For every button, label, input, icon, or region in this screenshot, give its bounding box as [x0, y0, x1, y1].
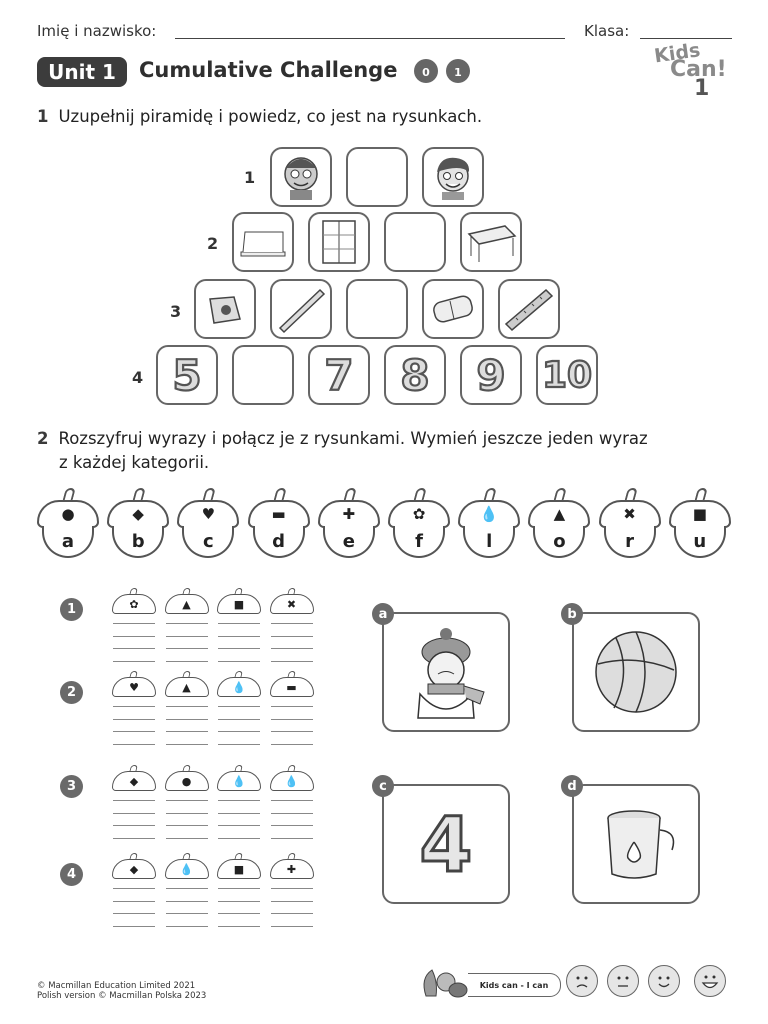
word-acorn: [165, 765, 209, 793]
writing-line[interactable]: [218, 838, 260, 839]
acorn-cap: [599, 500, 661, 528]
code-letter: l: [486, 530, 493, 552]
face-rating-1-icon[interactable]: [566, 965, 598, 997]
writing-line[interactable]: [166, 661, 208, 662]
acorn-coins-icon: [411, 56, 481, 86]
writing-line[interactable]: [113, 636, 155, 637]
picture-a[interactable]: [382, 612, 510, 732]
writing-line[interactable]: [218, 888, 260, 889]
logo-line1: Kids: [652, 39, 702, 68]
task-1-text: Uzupełnij piramidę i powiedz, co jest na rysunkach.: [58, 107, 483, 126]
picture-b[interactable]: [572, 612, 700, 732]
acorn-nut: [393, 526, 445, 558]
writing-line[interactable]: [271, 661, 313, 662]
acorn-cap: [165, 677, 209, 697]
code-symbol: ●: [61, 504, 75, 523]
picture-tag-c: c: [372, 775, 394, 797]
word-acorn: [217, 853, 261, 881]
pyramid-cell-4-5: [460, 345, 522, 405]
acorn-cap: [217, 594, 261, 614]
writing-line[interactable]: [271, 719, 313, 720]
writing-line[interactable]: [271, 901, 313, 902]
pyramid-cell-1-1: [270, 147, 332, 207]
boy-face-icon: [276, 152, 326, 202]
row-label-1: 1: [244, 168, 256, 187]
writing-line[interactable]: [218, 661, 260, 662]
writing-line[interactable]: [271, 838, 313, 839]
word-symbol: ◆: [129, 862, 139, 876]
word-number: 4: [60, 863, 83, 886]
picture-tag-d: d: [561, 775, 583, 797]
word-acorn: [217, 765, 261, 793]
word-symbol: 💧: [232, 774, 246, 788]
row-label-3: 3: [170, 302, 182, 321]
pyramid-cell-1-2-blank[interactable]: [346, 147, 408, 207]
acorn-cap: [107, 500, 169, 528]
word-symbol: 💧: [284, 774, 299, 788]
writing-line[interactable]: [113, 838, 155, 839]
code-letter: e: [342, 530, 355, 552]
face-rating-3-icon[interactable]: [648, 965, 680, 997]
kids-can-banner: Kids can - I can: [468, 973, 561, 997]
acorn-nut: [253, 526, 305, 558]
writing-line[interactable]: [218, 623, 260, 624]
writing-line[interactable]: [271, 623, 313, 624]
acorn-cap: [388, 500, 450, 528]
code-symbol: ◆: [132, 504, 144, 523]
word-acorn: [165, 588, 209, 616]
ball-icon: [574, 614, 698, 730]
word-acorn: [112, 853, 156, 881]
copyright-line-2: Polish version © Macmillan Polska 2023: [37, 991, 207, 1002]
writing-line[interactable]: [218, 800, 260, 801]
code-letter: f: [415, 530, 423, 552]
acorn-cap: [217, 859, 261, 879]
acorn-cap: [165, 771, 209, 791]
number-5: 5: [172, 350, 202, 400]
acorn-nut: [112, 526, 164, 558]
logo-digit: 1: [694, 75, 710, 101]
code-key-acorn: [177, 488, 239, 558]
pyramid-cell-4-2-blank[interactable]: [232, 345, 294, 405]
logo-line2: Can!: [670, 57, 727, 83]
code-symbol: ♥: [201, 504, 216, 523]
acorn-cap: [112, 771, 156, 791]
writing-line[interactable]: [113, 719, 155, 720]
writing-line[interactable]: [113, 623, 155, 624]
word-acorn: [270, 588, 314, 616]
kids-can-logo: [652, 39, 734, 112]
word-acorn: [112, 765, 156, 793]
name-label: Imię i nazwisko:: [37, 22, 157, 40]
writing-line[interactable]: [166, 825, 208, 826]
book-icon: [237, 222, 289, 262]
code-key-acorn: [528, 488, 590, 558]
pyramid-cell-2-4: [460, 212, 522, 272]
writing-line[interactable]: [113, 661, 155, 662]
writing-line[interactable]: [166, 926, 208, 927]
acorn-cap: [458, 500, 520, 528]
code-key-acorn: [248, 488, 310, 558]
name-write-line[interactable]: [175, 38, 565, 39]
writing-line[interactable]: [113, 800, 155, 801]
acorn-nut: [323, 526, 375, 558]
number-four-icon: 4: [419, 799, 473, 889]
page-title: [139, 58, 397, 82]
code-letter: d: [272, 530, 286, 552]
acorn-nut: [463, 526, 515, 558]
pyramid-cell-4-6: [536, 345, 598, 405]
acorn-cap: [217, 677, 261, 697]
code-symbol: ✖: [623, 504, 636, 523]
code-letter: a: [61, 530, 75, 552]
word-symbol: ✖: [286, 597, 297, 611]
acorn-cap: [112, 594, 156, 614]
task-1-instruction: [37, 107, 482, 126]
desk-icon: [465, 220, 517, 264]
acorn-cap: [270, 594, 314, 614]
writing-line[interactable]: [166, 706, 208, 707]
writing-line[interactable]: [113, 913, 155, 914]
writing-line[interactable]: [113, 731, 155, 732]
word-symbol: ■: [233, 597, 245, 611]
pyramid-cell-1-3: [422, 147, 484, 207]
writing-line[interactable]: [218, 825, 260, 826]
writing-line[interactable]: [166, 648, 208, 649]
word-acorn: [270, 671, 314, 699]
writing-line[interactable]: [271, 706, 313, 707]
pyramid-cell-3-5: [498, 279, 560, 339]
writing-line[interactable]: [166, 731, 208, 732]
writing-line[interactable]: [166, 888, 208, 889]
word-acorn: [165, 671, 209, 699]
task-2-instruction: [37, 427, 648, 475]
word-acorn: [112, 588, 156, 616]
picture-d[interactable]: [572, 784, 700, 904]
rubber-icon: [428, 291, 478, 327]
writing-line[interactable]: [166, 719, 208, 720]
writing-line[interactable]: [271, 731, 313, 732]
pyramid-cell-3-2: [270, 279, 332, 339]
writing-line[interactable]: [271, 800, 313, 801]
picture-c[interactable]: [382, 784, 510, 904]
writing-line[interactable]: [271, 926, 313, 927]
code-key-acorn: [318, 488, 380, 558]
unit-badge: Unit 1: [37, 57, 127, 87]
code-symbol: 💧: [479, 504, 499, 523]
code-symbol: ■: [692, 504, 707, 523]
acorn-cap: [112, 859, 156, 879]
word-number: 3: [60, 775, 83, 798]
word-acorn: [165, 853, 209, 881]
task-1-number: 1: [37, 107, 49, 126]
acorn-cap: [248, 500, 310, 528]
writing-line[interactable]: [113, 744, 155, 745]
writing-line[interactable]: [113, 648, 155, 649]
word-symbol: ♥: [129, 680, 139, 694]
acorn-cap: [177, 500, 239, 528]
code-key-acorn: [599, 488, 661, 558]
class-label: Klasa:: [584, 22, 630, 40]
writing-line[interactable]: [166, 623, 208, 624]
coin-text-2: 1: [454, 66, 462, 79]
writing-line[interactable]: [218, 706, 260, 707]
word-number: 1: [60, 598, 83, 621]
acorn-nut: [182, 526, 234, 558]
writing-line[interactable]: [271, 813, 313, 814]
squirrel-icon: [418, 960, 470, 1000]
writing-line[interactable]: [166, 800, 208, 801]
number-9: 9: [476, 350, 506, 400]
acorn-cap: [270, 677, 314, 697]
word-acorn: [270, 765, 314, 793]
picture-tag-b: b: [561, 603, 583, 625]
writing-line[interactable]: [218, 719, 260, 720]
code-key-acorn: [107, 488, 169, 558]
code-letter: o: [553, 530, 566, 552]
number-10: 10: [541, 354, 593, 396]
cold-boy-icon: [384, 614, 508, 730]
acorn-nut: [674, 526, 726, 558]
acorn-cap: [165, 594, 209, 614]
task-2-text-2: z każdej kategorii.: [59, 452, 210, 472]
writing-line[interactable]: [113, 888, 155, 889]
acorn-cap: [669, 500, 731, 528]
writing-line[interactable]: [113, 926, 155, 927]
pyramid-cell-3-3-blank[interactable]: [346, 279, 408, 339]
writing-line[interactable]: [271, 888, 313, 889]
code-key-acorn: [669, 488, 731, 558]
pyramid-cell-2-3-blank[interactable]: [384, 212, 446, 272]
acorn-cap: [270, 771, 314, 791]
pyramid-cell-4-1: [156, 345, 218, 405]
word-number: 2: [60, 681, 83, 704]
acorn-cap: [217, 771, 261, 791]
code-key-acorn: [37, 488, 99, 558]
writing-line[interactable]: [218, 901, 260, 902]
word-acorn: [270, 853, 314, 881]
writing-line[interactable]: [166, 636, 208, 637]
word-symbol: ●: [181, 774, 192, 788]
word-acorn: [217, 588, 261, 616]
code-letter: c: [203, 530, 214, 552]
writing-line[interactable]: [113, 813, 155, 814]
number-8: 8: [400, 350, 430, 400]
pyramid-cell-3-1: [194, 279, 256, 339]
boy-face-icon: [428, 152, 478, 202]
task-2-text-1: Rozszyfruj wyrazy i połącz je z rysunkami. Wymień jeszcze jeden wyraz: [58, 429, 648, 448]
code-symbol: ✚: [342, 504, 356, 523]
code-key-acorn: [458, 488, 520, 558]
coin-text-1: 0: [422, 66, 430, 79]
code-letter: b: [131, 530, 145, 552]
code-letter: u: [693, 530, 707, 552]
copyright-line-1: © Macmillan Education Limited 2021: [37, 981, 196, 991]
copyright: [37, 981, 206, 1001]
acorn-cap: [270, 859, 314, 879]
code-key-acorn: [388, 488, 450, 558]
word-acorn: [112, 671, 156, 699]
writing-line[interactable]: [218, 731, 260, 732]
writing-line[interactable]: [218, 813, 260, 814]
pyramid-cell-2-2: [308, 212, 370, 272]
face-rating-4-icon[interactable]: [694, 965, 726, 997]
face-rating-2-icon[interactable]: [607, 965, 639, 997]
word-symbol: ▬: [286, 680, 297, 694]
writing-line[interactable]: [218, 913, 260, 914]
code-symbol: ▲: [553, 504, 566, 523]
writing-line[interactable]: [218, 744, 260, 745]
writing-line[interactable]: [271, 913, 313, 914]
word-symbol: ◆: [129, 774, 139, 788]
writing-line[interactable]: [271, 648, 313, 649]
writing-line[interactable]: [113, 825, 155, 826]
writing-line[interactable]: [166, 913, 208, 914]
word-symbol: ▲: [182, 680, 191, 694]
pencil-icon: [274, 284, 328, 334]
row-label-2: 2: [207, 234, 219, 253]
pyramid-cell-2-1: [232, 212, 294, 272]
acorn-nut: [604, 526, 656, 558]
writing-line[interactable]: [113, 706, 155, 707]
acorn-cap: [37, 500, 99, 528]
task-2-number: 2: [37, 429, 49, 448]
writing-line[interactable]: [218, 926, 260, 927]
writing-line[interactable]: [113, 901, 155, 902]
number-7: 7: [324, 350, 354, 400]
cupboard-icon: [317, 217, 361, 267]
acorn-cap: [528, 500, 590, 528]
writing-line[interactable]: [166, 838, 208, 839]
writing-line[interactable]: [166, 744, 208, 745]
bucket-icon: [574, 786, 698, 902]
acorn-cap: [165, 859, 209, 879]
word-symbol: ■: [233, 862, 245, 876]
row-label-4: 4: [132, 368, 144, 387]
sharpener-icon: [200, 289, 250, 329]
pyramid-cell-4-4: [384, 345, 446, 405]
code-letter: r: [625, 530, 635, 552]
writing-line[interactable]: [166, 901, 208, 902]
word-symbol: ✚: [286, 862, 297, 876]
word-symbol: 💧: [179, 862, 194, 876]
writing-line[interactable]: [218, 648, 260, 649]
writing-line[interactable]: [218, 636, 260, 637]
word-symbol: ▲: [182, 597, 191, 611]
writing-line[interactable]: [271, 825, 313, 826]
ruler-icon: [502, 284, 556, 334]
writing-line[interactable]: [166, 813, 208, 814]
code-symbol: ▬: [271, 504, 286, 523]
pyramid-cell-4-3: [308, 345, 370, 405]
acorn-cap: [318, 500, 380, 528]
word-symbol: 💧: [232, 680, 246, 694]
word-symbol: ✿: [129, 597, 139, 611]
title-text: Cumulative Challenge: [139, 58, 398, 82]
pyramid-cell-3-4: [422, 279, 484, 339]
writing-line[interactable]: [271, 636, 313, 637]
picture-tag-a: a: [372, 603, 394, 625]
code-symbol: ✿: [412, 504, 426, 523]
writing-line[interactable]: [271, 744, 313, 745]
acorn-nut: [533, 526, 585, 558]
acorn-nut: [42, 526, 94, 558]
acorn-cap: [112, 677, 156, 697]
word-acorn: [217, 671, 261, 699]
